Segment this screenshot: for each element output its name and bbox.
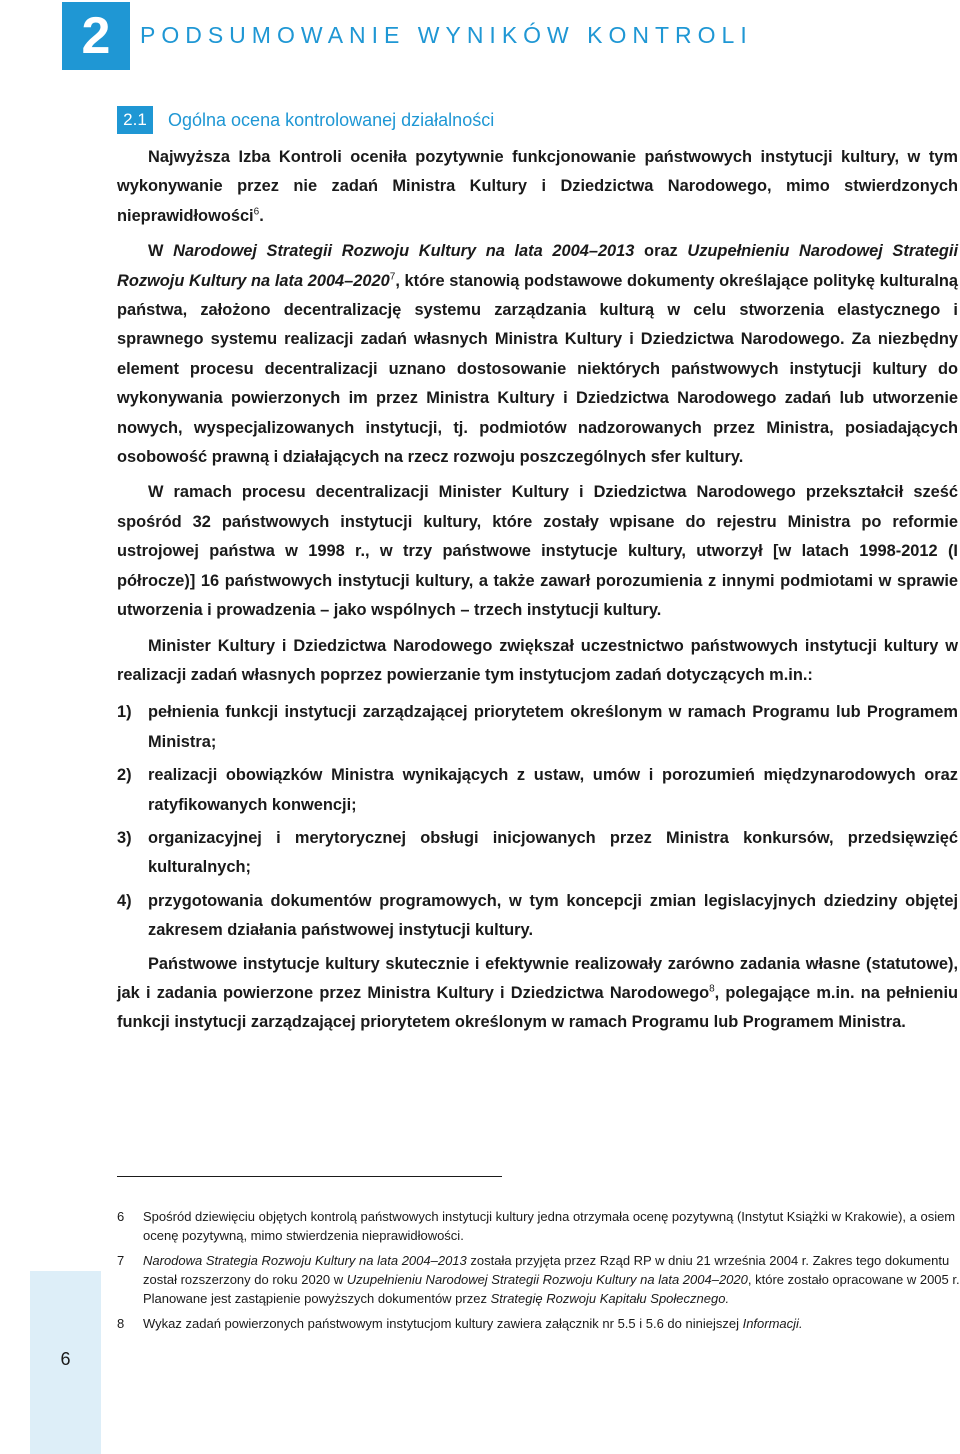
paragraph-2 (117, 237, 958, 472)
task-list (117, 698, 958, 945)
list-item (117, 761, 958, 820)
footnote-6 (117, 1207, 960, 1245)
footnote-number: 8 (117, 1316, 125, 1331)
footnote-ref-8[interactable]: 8 (709, 983, 715, 995)
list-item (117, 824, 958, 883)
list-item-number: 1) (117, 703, 132, 722)
footnote-text: Wykaz zadań powierzonych państwowym instytucjom kultury zawiera załącznik nr 5.5 i 5.6 do niniejszej (143, 1316, 743, 1331)
list-item-text: organizacyjnej i merytorycznej obsługi inicjowanych przez Ministra konkursów, przedsięwzięć kulturalnych; (148, 828, 958, 877)
list-item-number: 2) (117, 766, 132, 785)
footnote-number: 6 (117, 1209, 125, 1224)
section-title: Ogólna ocena kontrolowanej działalności (168, 110, 495, 130)
strategy-title-2: Uzupełnieniu Narodowej Strategii Rozwoju Kultury na lata 2004–2020 (117, 242, 959, 290)
paragraph-5 (117, 950, 958, 1038)
list-item (117, 698, 958, 757)
footnote-italic-title: Strategię Rozwoju Kapitału Społecznego. (490, 1291, 730, 1306)
footnote-text: Spośród dziewięciu objętych kontrolą państwowych instytucji kultury jedna otrzymała ocenę pozytywną (Instytut Książki w Krakowie), a osiem ocenę pozytywną, mimo stwierdzenia nieprawidłowości. (143, 1209, 956, 1243)
footnote-ref-7[interactable]: 7 (389, 271, 396, 283)
paragraph-4: Minister Kultury i Dziedzictwa Narodowego zwiększał uczestnictwo państwowych instytucji kultury w realizacji zadań własnych poprzez powierzanie tym instytucjom zadań dotyczących m.in.: (117, 636, 958, 684)
list-item-text: realizacji obowiązków Ministra wynikających z ustaw, umów i porozumień międzynarodowych oraz ratyfikowanych konwencji; (148, 766, 958, 814)
footnote-italic-title: Informacji. (742, 1316, 803, 1331)
footnote-text: została przyjęta przez Rząd RP w dniu 21 września 2004 r. Zakres tego dokumentu został rozszerzony do roku 2020 w (143, 1253, 950, 1287)
paragraph-3: W ramach procesu decentralizacji Minister Kultury i Dziedzictwa Narodowego przekształcił sześć spośród 32 państwowych instytucji kultury, które zostały wpisane do rejestru Ministra po reformie ustrojowej państwa w 1998 r., w trzy państwowe instytucje kultury, utworzył [w latach 1998-2012 (I półrocze)] 16 państwowych instytucji kultury, a także zawarł porozumienia z innymi podmiotami w sprawie utworzenia i prowadzenia – jako wspólnych – trzech instytucji kultury. (117, 483, 958, 620)
footnote-7 (117, 1251, 960, 1308)
footnote-divider (117, 1176, 502, 1177)
chapter-title: PODSUMOWANIE WYNIKÓW KONTROLI (140, 22, 753, 48)
footnote-text: , które zostało opracowane w 2005 r. Planowane jest zastąpienie powyższych dokumentów przez (143, 1272, 960, 1306)
section-number: 2.1 (117, 106, 153, 134)
footnotes (117, 1207, 960, 1339)
chapter-number: 2 (81, 7, 111, 65)
chapter-number-box (62, 2, 130, 70)
page-number: 6 (60, 1349, 71, 1369)
list-item-number: 3) (117, 828, 132, 847)
list-item-text: przygotowania dokumentów programowych, w tym koncepcji zmian legislacyjnych dziedziny objętej zakresem działania państwowej instytucji kultury. (148, 891, 958, 940)
paragraph-2-conj: oraz (634, 242, 688, 261)
paragraph-2-rest: , które stanowią podstawowe dokumenty określające politykę kulturalną państwa, założono decentralizację systemu zarządzania kulturą w celu stworzenia elastycznego i sprawnego systemu realizacji zadań własnych Ministra Kultury i Dziedzictwa Narodowego. Za niezbędny element procesu decentralizacji uznano dostosowanie niektórych państwowych instytucji kultury do wykonywania powierzonych im przez Ministra Kultury i Dziedzictwa Narodowego zadań lub utworzenie nowych, wyspecjalizowanych instytucji, tj. podmiotów nadzorowanych przez Ministra, posiadających osobowość prawną i działających na rzecz rozwoju poszczególnych sfer kultury. (117, 271, 958, 467)
paragraph-2-start: W (148, 242, 174, 261)
list-item-number: 4) (117, 891, 132, 910)
list-item-text: pełnienia funkcji instytucji zarządzającej priorytetem określonym w ramach Programu lub Programem Ministra; (148, 703, 958, 751)
list-item (117, 887, 958, 946)
main-body (117, 143, 958, 1038)
footnote-italic-title: Narodowa Strategia Rozwoju Kultury na lata 2004–2013 (143, 1253, 467, 1268)
paragraph-5-end: , polegające m.in. na pełnieniu funkcji instytucji zarządzającej priorytetem określonym w ramach Programu lub Programem Ministra. (117, 983, 959, 1032)
paragraph-5-start: Państwowe instytucje kultury skutecznie i efektywnie realizowały zarówno zadania własne (statutowe), jak i zadania powierzone przez Ministra Kultury i Dziedzictwa Narodowego (117, 954, 958, 1002)
paragraph-1: Najwyższa Izba Kontroli oceniła pozytywnie funkcjonowanie państwowych instytucji kultury, w tym wykonywanie przez nie zadań Ministra Kultury i Dziedzictwa Narodowego, mimo stwierdzonych nieprawidłowości$^6$. (117, 148, 958, 225)
paragraph-1-text: Najwyższa Izba Kontroli oceniła pozytywnie funkcjonowanie państwowych instytucji kultury, w tym wykonywanie przez nie zadań Ministra Kultury i Dziedzictwa Narodowego, mimo stwierdzonych nieprawidłowości (117, 148, 958, 225)
footnote-number: 7 (117, 1253, 125, 1268)
footnote-italic-title: Uzupełnieniu Narodowej Strategii Rozwoju Kultury na lata 2004–2020 (346, 1272, 748, 1287)
footnote-ref-6[interactable]: 6 (253, 206, 260, 218)
strategy-title-1: Narodowej Strategii Rozwoju Kultury na lata 2004–2013 (173, 242, 635, 261)
footnote-8 (117, 1314, 960, 1333)
